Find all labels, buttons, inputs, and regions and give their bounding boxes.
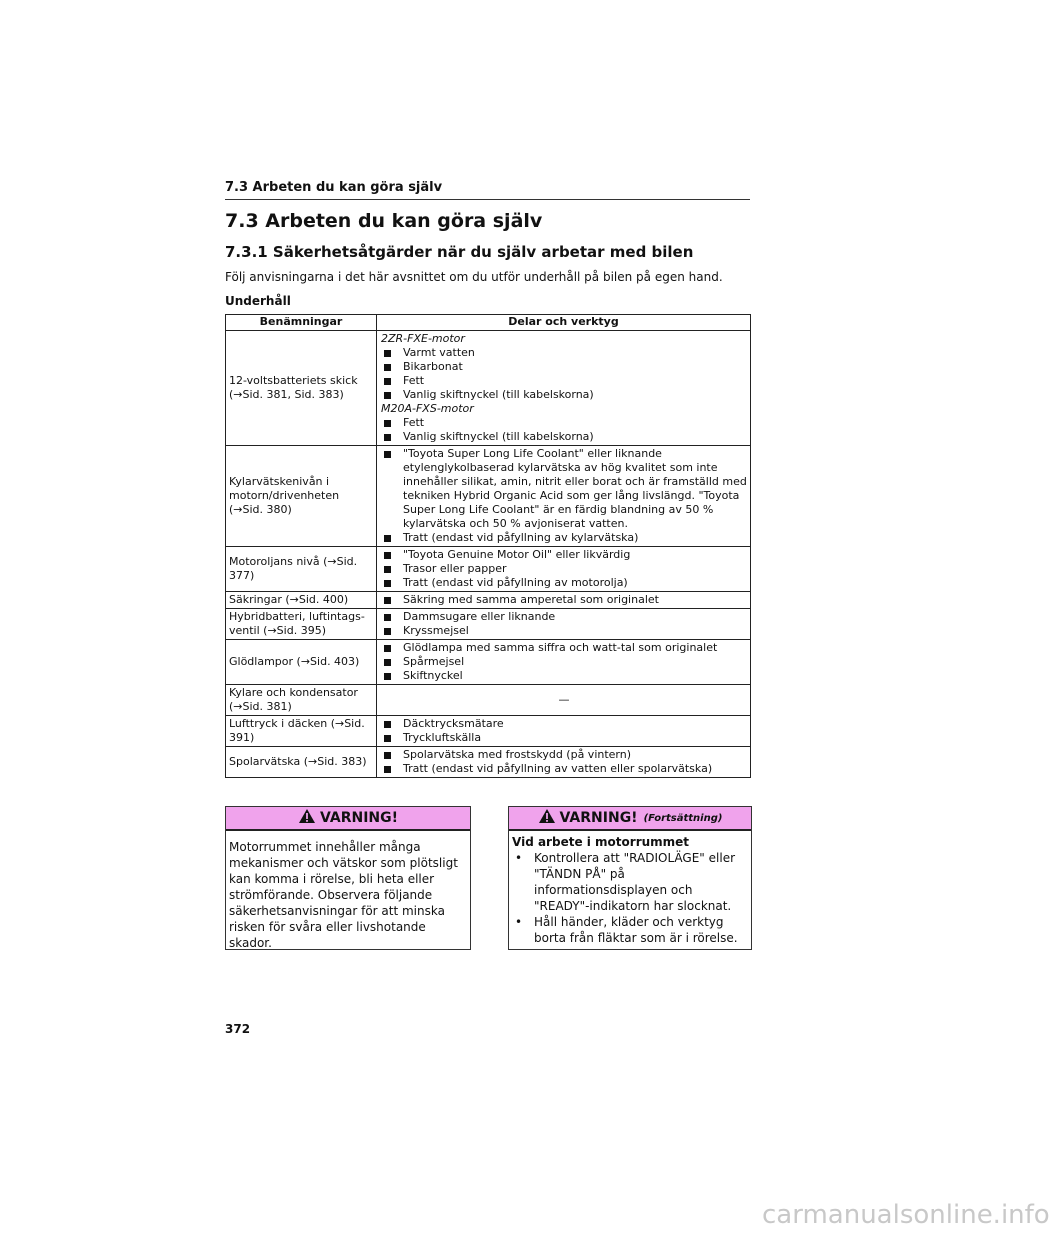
list-item: Vanlig skiftnyckel (till kabelskorna) [381, 430, 747, 444]
list-item: Spårmejsel [381, 655, 747, 669]
row-name: 12-voltsbatteriets skick (→Sid. 381, Sid. 383) [226, 331, 377, 446]
list-item: Säkring med samma amperetal som originalet [381, 593, 747, 607]
warning-header [226, 807, 470, 831]
row-parts [377, 592, 751, 609]
row-name: Hybridbatteri, luftintags-ventil (→Sid. 395) [226, 609, 377, 640]
list-item: "Toyota Genuine Motor Oil" eller likvärdig [381, 548, 747, 562]
list-item: Dammsugare eller liknande [381, 610, 747, 624]
intro-text: Följ anvisningarna i det här avsnittet om du utför underhåll på bilen på egen hand. [225, 270, 723, 284]
warning-title: VARNING! [319, 810, 399, 826]
list-item: Skiftnyckel [381, 669, 747, 683]
row-parts-empty: — [377, 685, 751, 716]
list-item: Fett [381, 416, 747, 430]
row-parts [377, 609, 751, 640]
list-item: Tratt (endast vid påfyllning av vatten eller spolarvätska) [381, 762, 747, 776]
row-name: Lufttryck i däcken (→Sid. 391) [226, 716, 377, 747]
list-item: • Håll händer, kläder och verktyg borta från fläktar som är i rörelse. [512, 914, 748, 946]
maintenance-table [225, 314, 751, 778]
row-parts [377, 640, 751, 685]
warning-continued-label: (Fortsättning) [643, 812, 723, 824]
warning-body [509, 831, 751, 946]
row-name: Säkringar (→Sid. 400) [226, 592, 377, 609]
column-header-parts: Delar och verktyg [377, 315, 751, 331]
table-row [226, 446, 751, 547]
engine-label: 2ZR-FXE-motor [381, 332, 465, 345]
warning-box-continued [508, 806, 752, 950]
list-item: Varmt vatten [381, 346, 747, 360]
list-item: Tratt (endast vid påfyllning av motorolja) [381, 576, 747, 590]
warning-header [509, 807, 751, 831]
row-parts [377, 716, 751, 747]
list-item: Spolarvätska med frostskydd (på vintern) [381, 748, 747, 762]
list-item: "Toyota Super Long Life Coolant" eller liknande etylenglykolbaserad kylarvätska av hög kvalitet som inte innehåller silikat, amin, nitrit eller borat och är framställd med tekniken Hybrid Organic Acid som ger lång livslängd. "Toyota Super Long Life Coolant" är en färdig blandning av 50 % kylarvätska och 50 % avjoniserat vatten. [381, 447, 747, 531]
page-number: 372 [225, 1022, 251, 1036]
table-row [226, 609, 751, 640]
watermark: carmanualsonline.info [762, 1200, 1050, 1230]
section-subtitle: 7.3.1 Säkerhetsåtgärder när du själv arbetar med bilen [225, 243, 694, 261]
table-row [226, 592, 751, 609]
row-name: Kylare och kondensator (→Sid. 381) [226, 685, 377, 716]
warning-text: Motorrummet innehåller många mekanismer och vätskor som plötsligt kan komma i rörelse, bli heta eller strömförande. Observera följande säkerhetsanvisningar för att minska risken för svåra eller livshotande skador. [229, 840, 458, 950]
table-row [226, 716, 751, 747]
header-divider [225, 199, 750, 200]
warning-title: VARNING! [559, 810, 638, 826]
warning-triangle-icon [298, 808, 316, 828]
running-head: 7.3 Arbeten du kan göra själv [225, 180, 443, 195]
table-row [226, 685, 751, 716]
list-item: Tratt (endast vid påfyllning av kylarvätska) [381, 531, 747, 545]
list-item: • Kontrollera att "RADIOLÄGE" eller "TÄNDN PÅ" på informationsdisplayen och "READY"-indikatorn har slocknat. [512, 850, 748, 914]
table-row [226, 547, 751, 592]
list-item: Däcktrycksmätare [381, 717, 747, 731]
warning-triangle-icon [538, 808, 556, 828]
warning-subheading: Vid arbete i motorrummet [512, 835, 690, 849]
list-item: Fett [381, 374, 747, 388]
row-parts [377, 331, 751, 446]
table-header-row [226, 315, 751, 331]
row-name: Kylarvätskenivån i motorn/drivenheten (→Sid. 380) [226, 446, 377, 547]
row-parts [377, 747, 751, 778]
list-item: Kryssmejsel [381, 624, 747, 638]
engine-label: M20A-FXS-motor [381, 402, 474, 415]
table-row [226, 331, 751, 446]
list-item: Bikarbonat [381, 360, 747, 374]
row-name: Motoroljans nivå (→Sid. 377) [226, 547, 377, 592]
table-label: Underhåll [225, 294, 291, 308]
row-name: Spolarvätska (→Sid. 383) [226, 747, 377, 778]
row-name: Glödlampor (→Sid. 403) [226, 640, 377, 685]
row-parts [377, 446, 751, 547]
list-item: Glödlampa med samma siffra och watt-tal som originalet [381, 641, 747, 655]
list-item: Vanlig skiftnyckel (till kabelskorna) [381, 388, 747, 402]
warning-box [225, 806, 471, 950]
row-parts [377, 547, 751, 592]
list-item: Trasor eller papper [381, 562, 747, 576]
list-item: Tryckluftskälla [381, 731, 747, 745]
page-title: 7.3 Arbeten du kan göra själv [225, 210, 543, 232]
table-row [226, 747, 751, 778]
column-header-names: Benämningar [226, 315, 377, 331]
table-row [226, 640, 751, 685]
